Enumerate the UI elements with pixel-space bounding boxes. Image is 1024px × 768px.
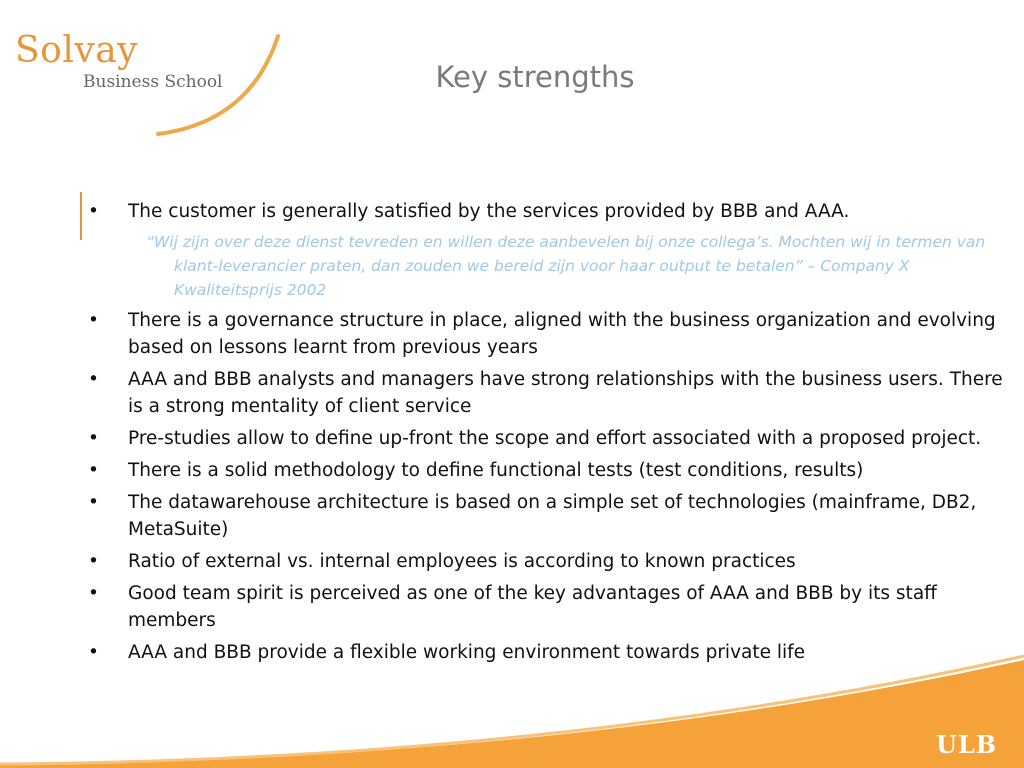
bullet-dot: • bbox=[88, 310, 99, 331]
orange-marker-bar bbox=[80, 192, 82, 240]
bullet-text: Ratio of external vs. internal employees is according to known practices bbox=[128, 551, 796, 572]
bullet-list bbox=[88, 198, 1008, 671]
bullet-item bbox=[88, 307, 1008, 361]
bottom-orange-wave bbox=[0, 640, 1024, 768]
bullet-text: Good team spirit is perceived as one of the key advantages of AAA and BBB by its staff members bbox=[128, 583, 937, 631]
bullet-dot: • bbox=[88, 583, 99, 604]
bullet-text: There is a governance structure in place, aligned with the business organization and evolving based on lessons learnt from previous years bbox=[128, 310, 996, 358]
logo-wordmark: Solvay bbox=[15, 30, 138, 71]
bullet-dot: • bbox=[88, 642, 99, 663]
quote-item bbox=[88, 230, 1008, 302]
customer-quote: “Wij zijn over deze dienst tevreden en willen deze aanbevelen bij onze collega’s. Mochten wij in termen van klant-leverancier praten, dan zouden we bereid zijn voor haar output te betalen” – Company X Kwaliteitsprijs 2002 bbox=[146, 233, 986, 299]
slide-title: Key strengths bbox=[435, 60, 635, 94]
bullet-text: The customer is generally satisfied by the services provided by BBB and AAA. bbox=[128, 201, 850, 222]
bullet-item bbox=[88, 457, 1008, 484]
bullet-dot: • bbox=[88, 460, 99, 481]
ulb-logo: ULB bbox=[936, 730, 998, 759]
bullet-dot: • bbox=[88, 201, 99, 222]
bullet-text: AAA and BBB provide a flexible working environment towards private life bbox=[128, 642, 806, 663]
bullet-text: The datawarehouse architecture is based on a simple set of technologies (mainframe, DB2, MetaSuite) bbox=[128, 492, 977, 540]
logo-subtitle: Business School bbox=[83, 72, 223, 92]
bullet-item bbox=[88, 198, 1008, 225]
bullet-dot: • bbox=[88, 428, 99, 449]
bullet-dot: • bbox=[88, 492, 99, 513]
bullet-item bbox=[88, 489, 1008, 543]
bullet-dot: • bbox=[88, 369, 99, 390]
bullet-item bbox=[88, 548, 1008, 575]
bullet-dot: • bbox=[88, 551, 99, 572]
bullet-text: Pre-studies allow to define up-front the scope and effort associated with a proposed project. bbox=[128, 428, 982, 449]
bullet-text: AAA and BBB analysts and managers have strong relationships with the business users. There is a strong mentality of client service bbox=[128, 369, 1003, 417]
bullet-text: There is a solid methodology to define functional tests (test conditions, results) bbox=[128, 460, 864, 481]
bullet-item bbox=[88, 366, 1008, 420]
bullet-item bbox=[88, 580, 1008, 634]
bullet-item bbox=[88, 425, 1008, 452]
